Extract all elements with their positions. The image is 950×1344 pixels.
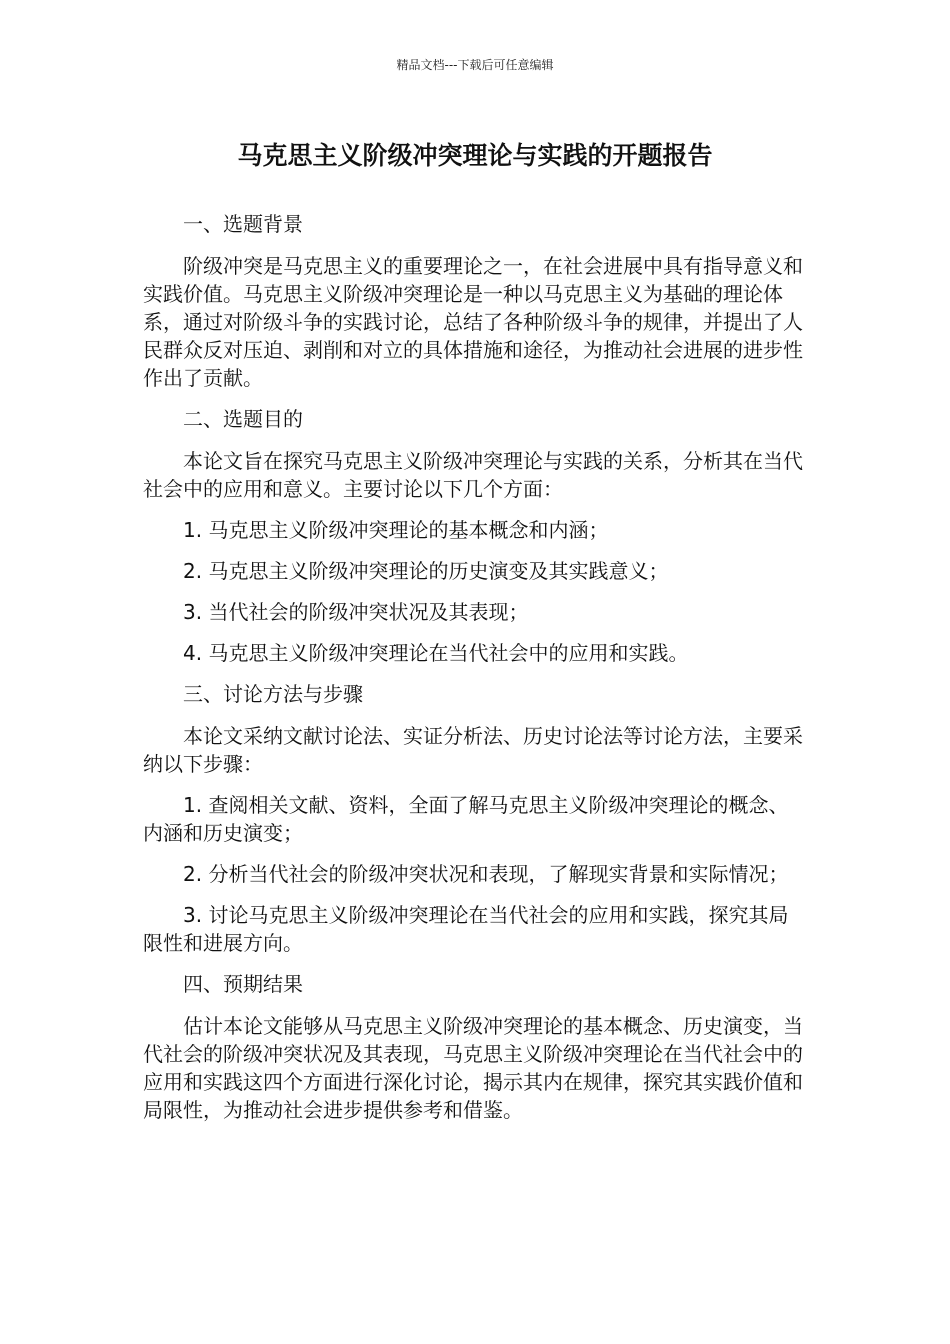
list-item-methods-2: 2. 分析当代社会的阶级冲突状况和表现，了解现实背景和实际情况；: [183, 862, 789, 886]
list-item-methods-1: 1. 查阅相关文献、资料，全面了解马克思主义阶级冲突理论的概念、内涵和历史演变；: [143, 793, 789, 845]
list-item-purpose-1: 1. 马克思主义阶级冲突理论的基本概念和内涵；: [183, 518, 609, 542]
document-title: 马克思主义阶级冲突理论与实践的开题报告: [237, 141, 713, 170]
list-item-purpose-4: 4. 马克思主义阶级冲突理论在当代社会中的应用和实践。: [183, 641, 689, 665]
list-item-purpose-3: 3. 当代社会的阶级冲突状况及其表现；: [183, 600, 529, 624]
paragraph-methods: 本论文采纳文献讨论法、实证分析法、历史讨论法等讨论方法，主要采纳以下步骤：: [143, 724, 803, 776]
paragraph-purpose: 本论文旨在探究马克思主义阶级冲突理论与实践的关系，分析其在当代社会中的应用和意义。主要讨论以下几个方面：: [143, 449, 803, 501]
document-body: [143, 210, 808, 1137]
list-item-purpose-2: 2. 马克思主义阶级冲突理论的历史演变及其实践意义；: [183, 559, 669, 583]
list-item-methods-3: 3. 讨论马克思主义阶级冲突理论在当代社会的应用和实践，探究其局限性和进展方向。: [143, 903, 789, 955]
paragraph-background: 阶级冲突是马克思主义的重要理论之一，在社会进展中具有指导意义和实践价值。马克思主义阶级冲突理论是一种以马克思主义为基础的理论体系，通过对阶级斗争的实践讨论，总结了各种阶级斗争的规律，并提出了人民群众反对压迫、剥削和对立的具体措施和途径，为推动社会进展的进步性作出了贡献。: [143, 254, 803, 390]
section-heading-expected-results: 四、预期结果: [183, 972, 303, 996]
section-heading-methods: 三、讨论方法与步骤: [183, 682, 363, 706]
page-header: 精品文档---下载后可任意编辑: [396, 58, 554, 72]
section-heading-background: 一、选题背景: [183, 212, 303, 236]
paragraph-expected-results: 估计本论文能够从马克思主义阶级冲突理论的基本概念、历史演变，当代社会的阶级冲突状况及其表现，马克思主义阶级冲突理论在当代社会中的应用和实践这四个方面进行深化讨论，揭示其内在规律，探究其实践价值和局限性，为推动社会进步提供参考和借鉴。: [143, 1014, 803, 1122]
section-heading-purpose: 二、选题目的: [183, 407, 303, 431]
